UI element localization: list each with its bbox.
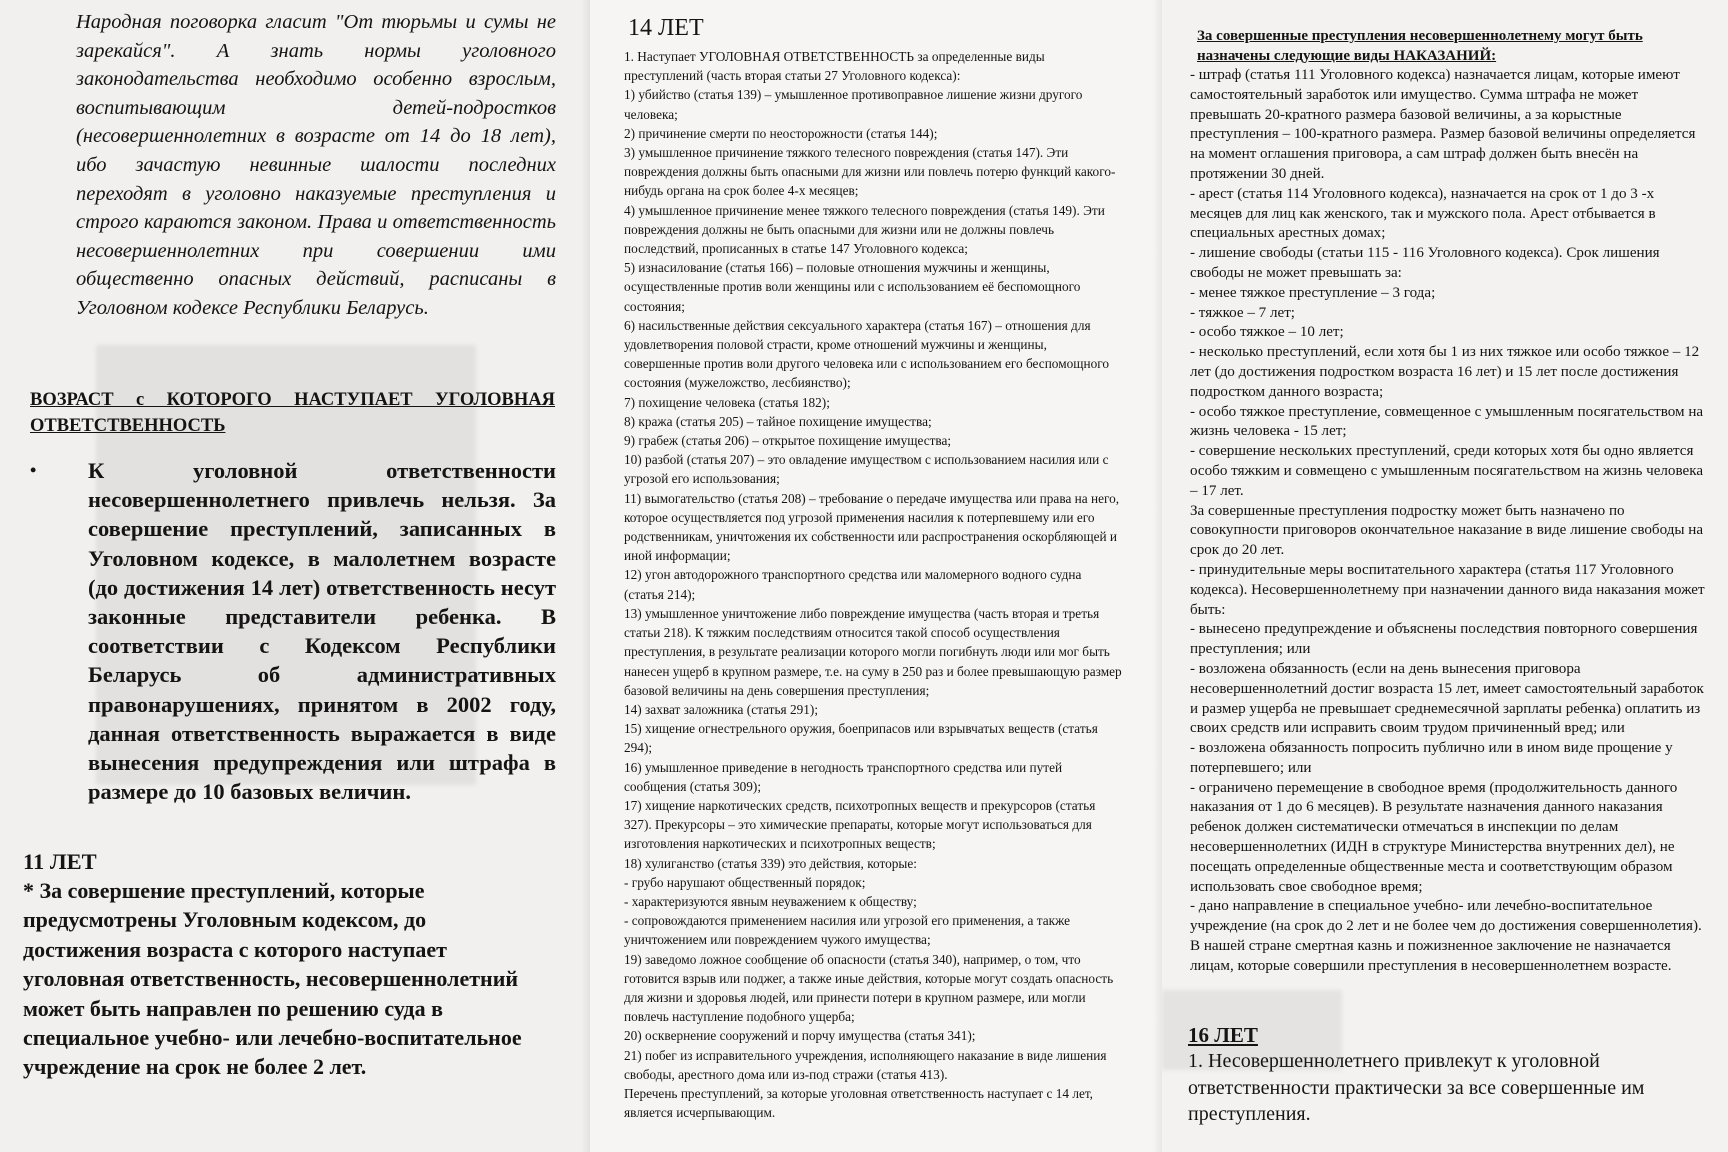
list-item: 19) заведомо ложное сообщение об опасности (статья 340), например, о том, что готовится взрыв или поджег, а также иные действия, которые могут создать опасность для жизни и здоровья людей, или принести потери в крупном размере, или могли повлечь наступление подобного ущерба; [624,951,1114,1025]
punishment-item: - штраф (статья 111 Уголовного кодекса) назначается лицам, которые имеют самостоятельный заработок или имущество. Сумма штрафа не может превышать 20-кратного размера базовой величины, а за корыстные преступления – 100-кратного размера. Размер базовой величины определяется на момент оглашения приговора, а сам штраф должен быть внесён на протяжении 30 дней. [1190,67,1696,182]
list-item: 2) причинение смерти по неосторожности (статья 144); [624,125,938,141]
age-heading: ВОЗРАСТ с КОТОРОГО НАСТУПАЕТ УГОЛОВНАЯ ОТВЕТСТВЕННОСТЬ [30,390,555,436]
list-item: 18) хулиганство (статья 339) это действия, которые: [624,855,917,871]
list-item: 5) изнасилование (статья 166) – половые отношения мужчины и женщины, осуществленные против воли женщины или с использованием её беспомощного состояния; [624,260,1081,314]
heading-11-years: 11 ЛЕТ [23,849,97,874]
list-item: 10) разбой (статья 207) – это овладение имуществом с использованием насилия или с угрозой его использования; [624,452,1109,487]
punishment-item: - возложена обязанность (если на день вынесения приговора несовершеннолетний достиг возраста 15 лет, имеет самостоятельный заработок и размер ущерба не превышает среднемесячной зарплаты ребенка) оплатить из своих средств или исправить своим трудом причиненный вред; или [1190,660,1704,737]
list-item: 17) хищение наркотических средств, психотропных веществ и прекурсоров (статья 327). Прекурсоры – это химические препараты, которые могут использоваться для изготовления наркотических и психотропных веществ; [624,797,1096,852]
list-item: 8) кража (статья 205) – тайное похищение имущества; [624,413,932,429]
punishment-item: - возложена обязанность попросить публично или в ином виде прощение у потерпевшего; или [1190,740,1673,776]
list-item: 12) угон автодорожного транспортного средства или маломерного водного судна (статья 214); [624,567,1082,602]
punishment-item: - менее тяжкое преступление – 3 года; [1190,284,1436,301]
list-item: 7) похищение человека (статья 182); [624,394,830,410]
punishment-item: - тяжкое – 7 лет; [1190,304,1295,321]
list-item: 15) хищение огнестрельного оружия, боеприпасов или взрывчатых веществ (статья 294); [624,721,1098,756]
list-item: 9) грабеж (статья 206) – открытое похищение имущества; [624,433,952,449]
bullet-text: К уголовной ответственности несовершеннолетнего привлечь нельзя. За совершение преступлений, записанных в Уголовном кодексе, в малолетнем возрасте (до достижения 14 лет) ответственность несут законные представители ребенка. В соответствии с Кодексом Республики Беларусь об административных правонарушениях, принятом в 2002 году, данная ответственность выражается в виде вынесения предупреждения или штрафа в размере до 10 базовых величин. [88,458,556,805]
list-item: 21) побег из исправительного учреждения, исполняющего наказание в виде лишения свободы, арестного дома или из-под стражи (статья 413). [624,1047,1107,1082]
punishment-item: - несколько преступлений, если хотя бы 1 из них тяжкое или особо тяжкое – 12 лет (до достижения подростком возраста 16 лет) и 15 лет после достижения подростком данного возраста; [1190,344,1700,400]
text-11-years: * За совершение преступлений, которые предусмотрены Уголовным кодексом, до достижения возраста с которого наступает уголовная ответственность, несовершеннолетний может быть направлен по решению суда в специальное учебно- или лечебно-воспитательное учреждение на срок не более 2 лет. [23,878,522,1080]
text-16-years: 1. Несовершеннолетнего привлекут к уголовной ответственности практически за все совершенные им преступления. [1188,1050,1645,1125]
punishments-list [1190,66,1710,977]
punishment-item: - дано направление в специальное учебно- или лечебно-воспитательное учреждение (на срок до 2 лет и не более чем до достижения совершеннолетия). [1190,898,1702,935]
punishments-title: За совершенные преступления несовершеннолетнему могут быть назначены следующие виды НАКАЗАНИЙ: [1197,28,1643,64]
punishment-item: За совершенные преступления подростку может быть назначено по совокупности приговоров окончательное наказание в виде лишение свободы на срок до 20 лет. [1190,502,1704,559]
right-panel [1162,0,1728,1152]
list-item: - грубо нарушают общественный порядок; [624,874,866,890]
list-item: 6) насильственные действия сексуального характера (статья 167) – отношения для удовлетворения половой страсти, кроме отношений мужчины и женщины, совершенные против воли другого человека или с использованием его беспомощного состояния (мужеложство, лесбиянство); [624,317,1110,391]
left-panel [0,0,590,1152]
list-item: 3) умышленное причинение тяжкого телесного повреждения (статья 147). Эти повреждения должны быть опасными для жизни или повлечь потерю функций какого-нибудь органа на срок более 4-х месяцев; [624,145,1116,199]
list-footer: Перечень преступлений, за которые уголовная ответственность наступает с 14 лет, является исчерпывающим. [624,1085,1094,1121]
heading-14-years: 14 ЛЕТ [628,15,704,41]
punishment-item: - лишение свободы (статьи 115 - 116 Уголовного кодекса). Срок лишения свободы не может превышать за: [1190,245,1660,281]
punishment-item: - ограничено перемещение в свободное время (продолжительность данного наказания от 1 до 6 месяцев). В результате назначения данного наказания ребенок должен систематически отмечаться в инспекции по делам несовершеннолетних (ИДН в структуре Министерства внутренних дел), не посещать определенные общественные места и соответствующим образом использовать свое свободное время; [1190,779,1678,895]
list-item: 16) умышленное приведение в негодность транспортного средства или путей сообщения (статья 309); [624,759,1063,794]
list-item: 14) захват заложника (статья 291); [624,701,819,717]
intro-paragraph: Народная поговорка гласит "От тюрьмы и сумы не зарекайся". А знать нормы уголовного законодательства необходимо особенно взрослым, воспитывающим детей-подростков (несовершеннолетних в возрасте от 14 до 18 лет), ибо зачастую невинные шалости последних переходят в уголовно наказуемые преступления и строго караются законом. Права и ответственность несовершеннолетних при совершении ими общественно опасных действий, расписаны в Уголовном кодексе Республики Беларусь. [76,11,556,319]
list-item: 13) умышленное уничтожение либо повреждение имущества (часть вторая и третья статьи 218). К тяжким последствиям относится такой способ осуществления преступления, в результате реализации которого могли погибнуть люди или мог быть нанесен ущерб в крупном размере, т.е. на суму в 250 раз и более превышающую размер базовой величины на день совершения преступления; [624,605,1122,698]
punishment-item: В нашей стране смертная казнь и пожизненное заключение не назначается лицам, которые совершили преступления в несовершеннолетнем возрасте. [1190,938,1672,974]
middle-panel [590,0,1162,1152]
list-item: - характеризуются явным неуважением к обществу; [624,893,917,909]
list-item: 11) вымогательство (статья 208) – требование о передаче имущества или права на него, которое осуществляется под угрозой применения насилия к потерпевшему или его родственникам, уничтожения их собственности или распространения оскорбляющей и иной информации; [624,490,1120,564]
punishment-item: - особо тяжкое – 10 лет; [1190,324,1344,341]
list-item: 1. Наступает УГОЛОВНАЯ ОТВЕТСТВЕННОСТЬ за определенные виды преступлений (часть вторая статьи 27 Уголовного кодекса): [624,49,1045,84]
punishment-item: - вынесено предупреждение и объяснены последствия повторного совершения преступления; или [1190,621,1698,658]
punishment-item: - особо тяжкое преступление, совмещенное с умышленным посягательством на жизнь человека - 15 лет; [1190,403,1704,440]
list-item: - сопровождаются применением насилия или угрозой его применения, а также уничтожением или повреждением чужого имущества; [624,913,1070,948]
punishment-item: - арест (статья 114 Уголовного кодекса), назначается на срок от 1 до 3 -х месяцев для лиц как женского, так и мужского пола. Арест отбывается в специальных арестных домах; [1190,185,1656,242]
list-item: 1) убийство (статья 139) – умышленное противоправное лишение жизни другого человека; [624,87,1083,122]
list-item: 4) умышленное причинение менее тяжкого телесного повреждения (статья 149). Эти повреждения должны не быть опасными для жизни или не должны повлечь последствий, прописанных в статье 147 Уголовного кодекса; [624,202,1105,257]
punishment-item: - принудительные меры воспитательного характера (статья 117 Уголовного кодекса). Несовершеннолетнему при назначении данного вида наказания может быть: [1190,561,1705,618]
heading-16-years: 16 ЛЕТ [1188,1023,1258,1047]
crime-list [624,47,1124,1122]
bullet-item [26,456,556,806]
bullet-dot: • [30,460,37,480]
list-item: 20) осквернение сооружений и порчу имущества (статья 341); [624,1028,976,1044]
punishment-item: - совершение нескольких преступлений, среди которых хотя бы одно является особо тяжким и совмещено с умышленным посягательством на жизнь человека – 17 лет. [1190,443,1704,499]
